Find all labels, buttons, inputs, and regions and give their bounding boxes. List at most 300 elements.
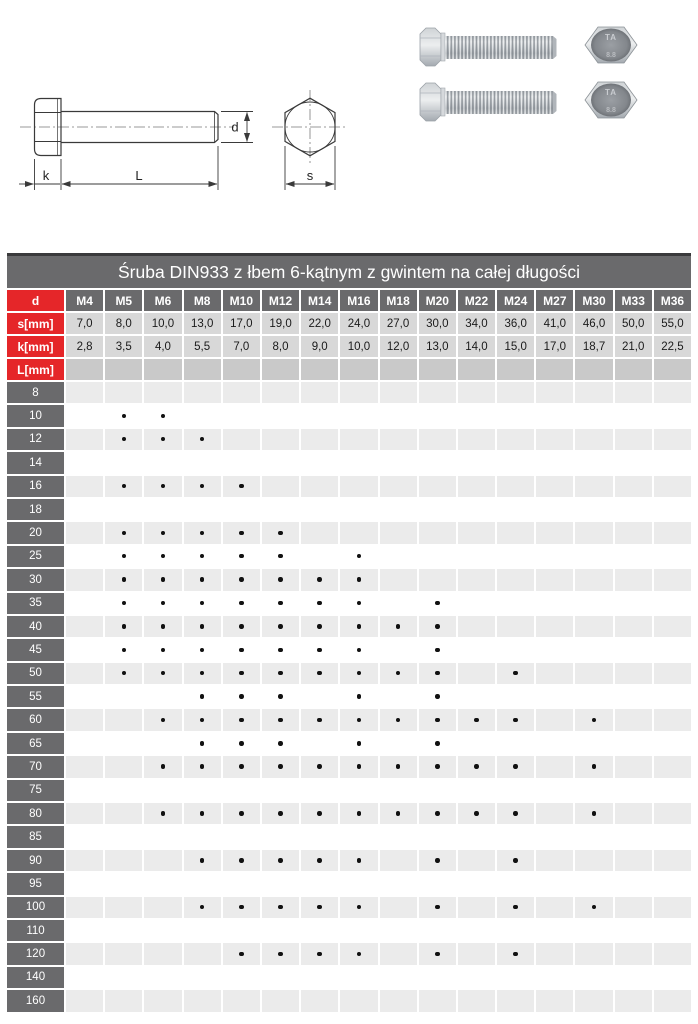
availability-cell-M4 <box>66 967 103 988</box>
availability-cell-M20 <box>419 686 456 707</box>
availability-cell-M33 <box>615 920 652 941</box>
availability-cell-M18 <box>380 733 417 754</box>
availability-cell-M36 <box>654 429 691 450</box>
length-row-25 <box>7 546 691 567</box>
length-row-20 <box>7 522 691 543</box>
availability-cell-M36 <box>654 756 691 777</box>
availability-cell-M16 <box>340 990 377 1011</box>
availability-cell-M33 <box>615 452 652 473</box>
availability-cell-M20 <box>419 382 456 403</box>
availability-cell-M20 <box>419 826 456 847</box>
availability-cell-M5 <box>105 780 142 801</box>
availability-cell-M30 <box>575 967 612 988</box>
availability-cell-M12 <box>262 920 299 941</box>
availability-cell-M22 <box>458 452 495 473</box>
availability-cell-M16 <box>340 569 377 590</box>
availability-cell-M6 <box>144 616 181 637</box>
availability-dot <box>200 718 205 723</box>
availability-cell-M12 <box>262 943 299 964</box>
availability-cell-M4 <box>66 499 103 520</box>
s-value-M12: 19,0 <box>262 313 299 334</box>
length-label: 12 <box>7 429 64 450</box>
availability-cell-M8 <box>184 686 221 707</box>
availability-cell-M33 <box>615 569 652 590</box>
availability-dot <box>161 811 166 816</box>
availability-cell-M33 <box>615 639 652 660</box>
availability-cell-M18 <box>380 382 417 403</box>
availability-cell-M18 <box>380 546 417 567</box>
availability-dot <box>161 671 166 676</box>
availability-cell-M22 <box>458 733 495 754</box>
col-header-M8: M8 <box>184 290 221 311</box>
availability-cell-M14 <box>301 476 338 497</box>
availability-cell-M36 <box>654 897 691 918</box>
availability-cell-M16 <box>340 686 377 707</box>
availability-cell-M30 <box>575 733 612 754</box>
availability-cell-M36 <box>654 803 691 824</box>
s-value-M16: 24,0 <box>340 313 377 334</box>
availability-cell-M22 <box>458 990 495 1011</box>
availability-cell-M22 <box>458 616 495 637</box>
length-label: 8 <box>7 382 64 403</box>
availability-cell-M8 <box>184 546 221 567</box>
l-header-empty-cell <box>615 359 652 380</box>
availability-cell-M10 <box>223 850 260 871</box>
length-row-8 <box>7 382 691 403</box>
availability-cell-M5 <box>105 546 142 567</box>
availability-cell-M30 <box>575 452 612 473</box>
l-header-empty-cell <box>223 359 260 380</box>
availability-dot <box>239 905 244 910</box>
availability-cell-M8 <box>184 522 221 543</box>
availability-cell-M36 <box>654 663 691 684</box>
availability-cell-M8 <box>184 873 221 894</box>
availability-cell-M18 <box>380 476 417 497</box>
availability-dot <box>357 764 362 769</box>
availability-cell-M4 <box>66 429 103 450</box>
availability-cell-M4 <box>66 733 103 754</box>
availability-cell-M5 <box>105 920 142 941</box>
availability-cell-M14 <box>301 452 338 473</box>
availability-cell-M24 <box>497 639 534 660</box>
availability-cell-M10 <box>223 686 260 707</box>
availability-dot <box>239 741 244 746</box>
availability-cell-M18 <box>380 943 417 964</box>
s-value-M8: 13,0 <box>184 313 221 334</box>
availability-cell-M22 <box>458 756 495 777</box>
availability-cell-M5 <box>105 756 142 777</box>
availability-cell-M33 <box>615 850 652 871</box>
availability-cell-M24 <box>497 826 534 847</box>
availability-cell-M8 <box>184 476 221 497</box>
availability-cell-M24 <box>497 405 534 426</box>
availability-cell-M33 <box>615 990 652 1011</box>
availability-dot <box>317 601 322 606</box>
availability-cell-M4 <box>66 452 103 473</box>
l-header-empty-cell <box>497 359 534 380</box>
availability-cell-M30 <box>575 382 612 403</box>
availability-cell-M12 <box>262 873 299 894</box>
availability-cell-M22 <box>458 382 495 403</box>
availability-cell-M18 <box>380 709 417 730</box>
availability-cell-M30 <box>575 826 612 847</box>
availability-cell-M5 <box>105 476 142 497</box>
availability-cell-M6 <box>144 897 181 918</box>
availability-cell-M33 <box>615 663 652 684</box>
availability-dot <box>396 811 401 816</box>
col-header-M27: M27 <box>536 290 573 311</box>
availability-cell-M24 <box>497 569 534 590</box>
length-label: 65 <box>7 733 64 754</box>
availability-cell-M14 <box>301 826 338 847</box>
availability-cell-M16 <box>340 780 377 801</box>
length-row-60 <box>7 709 691 730</box>
availability-cell-M18 <box>380 593 417 614</box>
availability-cell-M27 <box>536 709 573 730</box>
k-value-M6: 4,0 <box>144 336 181 357</box>
availability-dot <box>357 858 362 863</box>
availability-cell-M20 <box>419 733 456 754</box>
availability-cell-M20 <box>419 405 456 426</box>
length-row-80 <box>7 803 691 824</box>
k-value-M33: 21,0 <box>615 336 652 357</box>
availability-dot <box>474 718 479 723</box>
availability-cell-M4 <box>66 803 103 824</box>
availability-cell-M20 <box>419 452 456 473</box>
availability-cell-M18 <box>380 826 417 847</box>
availability-dot <box>239 624 244 629</box>
length-row-30 <box>7 569 691 590</box>
availability-dot <box>122 414 127 419</box>
table-title-row <box>7 253 691 288</box>
availability-cell-M16 <box>340 522 377 543</box>
availability-cell-M30 <box>575 639 612 660</box>
length-label: 30 <box>7 569 64 590</box>
availability-dot <box>200 624 205 629</box>
availability-cell-M24 <box>497 990 534 1011</box>
length-label: 55 <box>7 686 64 707</box>
availability-cell-M30 <box>575 686 612 707</box>
availability-cell-M6 <box>144 429 181 450</box>
availability-cell-M14 <box>301 873 338 894</box>
availability-cell-M22 <box>458 873 495 894</box>
k-value-M14: 9,0 <box>301 336 338 357</box>
availability-dot <box>317 624 322 629</box>
availability-cell-M20 <box>419 499 456 520</box>
availability-cell-M24 <box>497 429 534 450</box>
availability-cell-M24 <box>497 803 534 824</box>
availability-cell-M10 <box>223 826 260 847</box>
length-label: 14 <box>7 452 64 473</box>
availability-cell-M30 <box>575 476 612 497</box>
availability-cell-M33 <box>615 476 652 497</box>
availability-dot <box>317 764 322 769</box>
s-value-M36: 55,0 <box>654 313 691 334</box>
availability-cell-M18 <box>380 780 417 801</box>
availability-cell-M8 <box>184 803 221 824</box>
availability-dot <box>592 718 597 723</box>
availability-dot <box>435 811 440 816</box>
availability-cell-M24 <box>497 476 534 497</box>
availability-cell-M22 <box>458 920 495 941</box>
diameter-header-row <box>7 290 691 311</box>
length-row-90 <box>7 850 691 871</box>
availability-cell-M12 <box>262 967 299 988</box>
l-header-empty-cell <box>340 359 377 380</box>
availability-cell-M6 <box>144 709 181 730</box>
availability-cell-M24 <box>497 920 534 941</box>
availability-cell-M16 <box>340 429 377 450</box>
availability-cell-M10 <box>223 593 260 614</box>
availability-dot <box>239 694 244 699</box>
availability-cell-M33 <box>615 897 652 918</box>
availability-cell-M36 <box>654 686 691 707</box>
availability-cell-M36 <box>654 452 691 473</box>
availability-dot <box>278 858 283 863</box>
availability-cell-M30 <box>575 990 612 1011</box>
availability-dot <box>435 718 440 723</box>
availability-cell-M10 <box>223 756 260 777</box>
availability-cell-M33 <box>615 499 652 520</box>
head-stamp-grade: 8.8 <box>606 52 616 59</box>
availability-dot <box>161 531 166 536</box>
availability-cell-M16 <box>340 499 377 520</box>
availability-dot <box>317 718 322 723</box>
k-value-M30: 18,7 <box>575 336 612 357</box>
availability-cell-M27 <box>536 967 573 988</box>
availability-cell-M36 <box>654 709 691 730</box>
availability-cell-M10 <box>223 663 260 684</box>
availability-cell-M16 <box>340 709 377 730</box>
availability-cell-M27 <box>536 756 573 777</box>
availability-cell-M20 <box>419 990 456 1011</box>
length-label: 75 <box>7 780 64 801</box>
col-header-M12: M12 <box>262 290 299 311</box>
availability-cell-M12 <box>262 850 299 871</box>
availability-dot <box>239 764 244 769</box>
s-value-M30: 46,0 <box>575 313 612 334</box>
availability-cell-M30 <box>575 593 612 614</box>
availability-cell-M14 <box>301 522 338 543</box>
availability-cell-M20 <box>419 663 456 684</box>
availability-dot <box>513 764 518 769</box>
availability-cell-M22 <box>458 593 495 614</box>
din933-spec-table <box>5 251 693 1014</box>
availability-cell-M4 <box>66 616 103 637</box>
k-value-M5: 3,5 <box>105 336 142 357</box>
availability-cell-M20 <box>419 967 456 988</box>
availability-cell-M4 <box>66 873 103 894</box>
availability-cell-M16 <box>340 476 377 497</box>
l-header-empty-cell <box>66 359 103 380</box>
center-lines <box>20 90 348 164</box>
availability-cell-M16 <box>340 382 377 403</box>
availability-dot <box>200 905 205 910</box>
availability-cell-M18 <box>380 756 417 777</box>
availability-cell-M30 <box>575 850 612 871</box>
length-row-18 <box>7 499 691 520</box>
availability-dot <box>161 764 166 769</box>
availability-dot <box>435 858 440 863</box>
availability-dot <box>200 554 205 559</box>
availability-dot <box>357 648 362 653</box>
availability-cell-M16 <box>340 639 377 660</box>
availability-dot <box>317 648 322 653</box>
availability-dot <box>239 811 244 816</box>
availability-cell-M22 <box>458 429 495 450</box>
availability-cell-M16 <box>340 803 377 824</box>
availability-dot <box>513 858 518 863</box>
availability-cell-M30 <box>575 499 612 520</box>
availability-cell-M12 <box>262 756 299 777</box>
availability-dot <box>357 554 362 559</box>
availability-cell-M4 <box>66 663 103 684</box>
length-row-45 <box>7 639 691 660</box>
availability-cell-M10 <box>223 616 260 637</box>
availability-cell-M18 <box>380 429 417 450</box>
availability-cell-M14 <box>301 616 338 637</box>
availability-cell-M33 <box>615 686 652 707</box>
availability-dot <box>200 648 205 653</box>
availability-dot <box>161 414 166 419</box>
availability-cell-M16 <box>340 593 377 614</box>
availability-cell-M24 <box>497 733 534 754</box>
availability-cell-M24 <box>497 943 534 964</box>
s-value-M6: 10,0 <box>144 313 181 334</box>
availability-dot <box>357 811 362 816</box>
availability-cell-M16 <box>340 873 377 894</box>
availability-dot <box>239 952 244 957</box>
availability-cell-M27 <box>536 780 573 801</box>
availability-cell-M14 <box>301 709 338 730</box>
bolt-photo-side-view-1 <box>420 28 557 66</box>
availability-cell-M27 <box>536 663 573 684</box>
availability-cell-M24 <box>497 709 534 730</box>
length-row-95 <box>7 873 691 894</box>
availability-cell-M27 <box>536 593 573 614</box>
availability-cell-M16 <box>340 826 377 847</box>
s-value-M22: 34,0 <box>458 313 495 334</box>
availability-cell-M16 <box>340 897 377 918</box>
s-value-M14: 22,0 <box>301 313 338 334</box>
availability-cell-M5 <box>105 452 142 473</box>
availability-cell-M30 <box>575 546 612 567</box>
availability-dot <box>513 811 518 816</box>
s-value-M4: 7,0 <box>66 313 103 334</box>
availability-dot <box>200 764 205 769</box>
length-label: 50 <box>7 663 64 684</box>
availability-dot <box>357 601 362 606</box>
l-header-empty-cell <box>536 359 573 380</box>
k-value-M24: 15,0 <box>497 336 534 357</box>
availability-cell-M20 <box>419 476 456 497</box>
availability-cell-M4 <box>66 476 103 497</box>
availability-cell-M20 <box>419 709 456 730</box>
availability-dot <box>278 577 283 582</box>
availability-cell-M20 <box>419 873 456 894</box>
availability-cell-M10 <box>223 780 260 801</box>
dim-label-k: k <box>42 168 50 183</box>
availability-cell-M16 <box>340 405 377 426</box>
availability-dot <box>357 905 362 910</box>
availability-cell-M6 <box>144 382 181 403</box>
availability-dot <box>357 694 362 699</box>
bolt-technical-drawing <box>6 0 396 250</box>
availability-cell-M18 <box>380 850 417 871</box>
length-row-75 <box>7 780 691 801</box>
length-row-55 <box>7 686 691 707</box>
l-header-empty-cell <box>575 359 612 380</box>
length-row-65 <box>7 733 691 754</box>
availability-cell-M12 <box>262 780 299 801</box>
availability-cell-M8 <box>184 639 221 660</box>
availability-dot <box>239 484 244 489</box>
s-value-M10: 17,0 <box>223 313 260 334</box>
availability-cell-M18 <box>380 639 417 660</box>
availability-cell-M4 <box>66 569 103 590</box>
availability-cell-M12 <box>262 990 299 1011</box>
availability-dot <box>474 811 479 816</box>
availability-cell-M14 <box>301 405 338 426</box>
availability-cell-M20 <box>419 616 456 637</box>
col-header-M14: M14 <box>301 290 338 311</box>
availability-dot <box>200 694 205 699</box>
availability-dot <box>161 484 166 489</box>
availability-cell-M8 <box>184 943 221 964</box>
availability-cell-M12 <box>262 709 299 730</box>
availability-cell-M22 <box>458 686 495 707</box>
availability-cell-M14 <box>301 686 338 707</box>
availability-cell-M36 <box>654 780 691 801</box>
availability-cell-M16 <box>340 663 377 684</box>
length-label: 18 <box>7 499 64 520</box>
col-header-M16: M16 <box>340 290 377 311</box>
availability-cell-M33 <box>615 826 652 847</box>
length-row-14 <box>7 452 691 473</box>
l-header-empty-cell <box>184 359 221 380</box>
length-label: 70 <box>7 756 64 777</box>
availability-dot <box>161 577 166 582</box>
availability-cell-M18 <box>380 522 417 543</box>
availability-cell-M18 <box>380 405 417 426</box>
availability-cell-M12 <box>262 405 299 426</box>
availability-cell-M24 <box>497 593 534 614</box>
availability-dot <box>122 484 127 489</box>
availability-cell-M6 <box>144 920 181 941</box>
availability-cell-M30 <box>575 897 612 918</box>
availability-dot <box>200 811 205 816</box>
availability-cell-M27 <box>536 733 573 754</box>
availability-dot <box>239 577 244 582</box>
col-header-M30: M30 <box>575 290 612 311</box>
availability-cell-M20 <box>419 522 456 543</box>
availability-cell-M6 <box>144 756 181 777</box>
col-header-M4: M4 <box>66 290 103 311</box>
availability-cell-M27 <box>536 429 573 450</box>
length-row-12 <box>7 429 691 450</box>
availability-dot <box>357 577 362 582</box>
availability-cell-M33 <box>615 733 652 754</box>
availability-dot <box>435 694 440 699</box>
availability-cell-M8 <box>184 756 221 777</box>
l-header-empty-cell <box>419 359 456 380</box>
availability-cell-M14 <box>301 920 338 941</box>
availability-cell-M6 <box>144 943 181 964</box>
availability-dot <box>122 577 127 582</box>
availability-cell-M10 <box>223 499 260 520</box>
k-value-M36: 22,5 <box>654 336 691 357</box>
availability-dot <box>435 648 440 653</box>
